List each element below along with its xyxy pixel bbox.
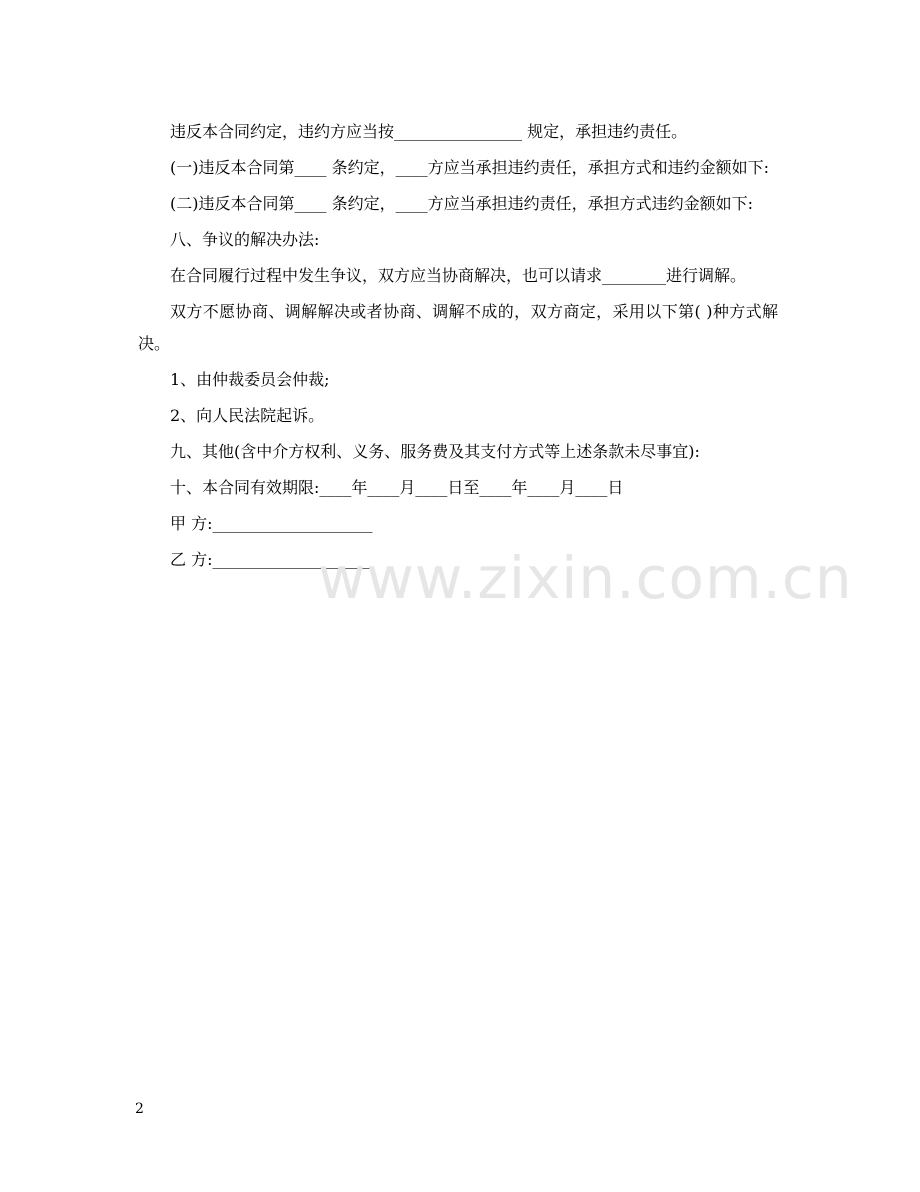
document-body	[138, 116, 778, 580]
section-heading-dispute: 八、争议的解决办法:	[170, 230, 320, 249]
party-b-signature-line: 乙 方:____________________	[170, 550, 373, 569]
party-a-signature-line: 甲 方:____________________	[170, 514, 373, 533]
paragraph-breach-liability: 违反本合同约定，违约方应当按________________ 规定，承担违约责任。	[170, 122, 688, 141]
paragraph-clause-two: (二)违反本合同第____ 条约定，____方应当承担违约责任，承担方式违约金额如下:	[170, 194, 753, 213]
paragraph-mediation: 在合同履行过程中发生争议，双方应当协商解决，也可以请求________进行调解。	[170, 266, 747, 285]
section-heading-validity: 十、本合同有效期限:____年____月____日至____年____月____日	[170, 478, 624, 497]
list-item-lawsuit: 2、向人民法院起诉。	[170, 406, 325, 425]
section-heading-other: 九、其他(含中介方权利、义务、服务费及其支付方式等上述条款未尽事宜):	[170, 442, 700, 461]
paragraph-resolution-method: 双方不愿协商、调解解决或者协商、调解不成的，双方商定，采用以下第( )种方式解决。	[138, 302, 778, 353]
paragraph-clause-one: (一)违反本合同第____ 条约定，____方应当承担违约责任，承担方式和违约金额如下:	[170, 158, 769, 177]
page-number: 2	[135, 1101, 144, 1117]
watermark-text: www.zixin.com.cn	[318, 544, 853, 612]
list-item-arbitration: 1、由仲裁委员会仲裁;	[170, 370, 330, 389]
